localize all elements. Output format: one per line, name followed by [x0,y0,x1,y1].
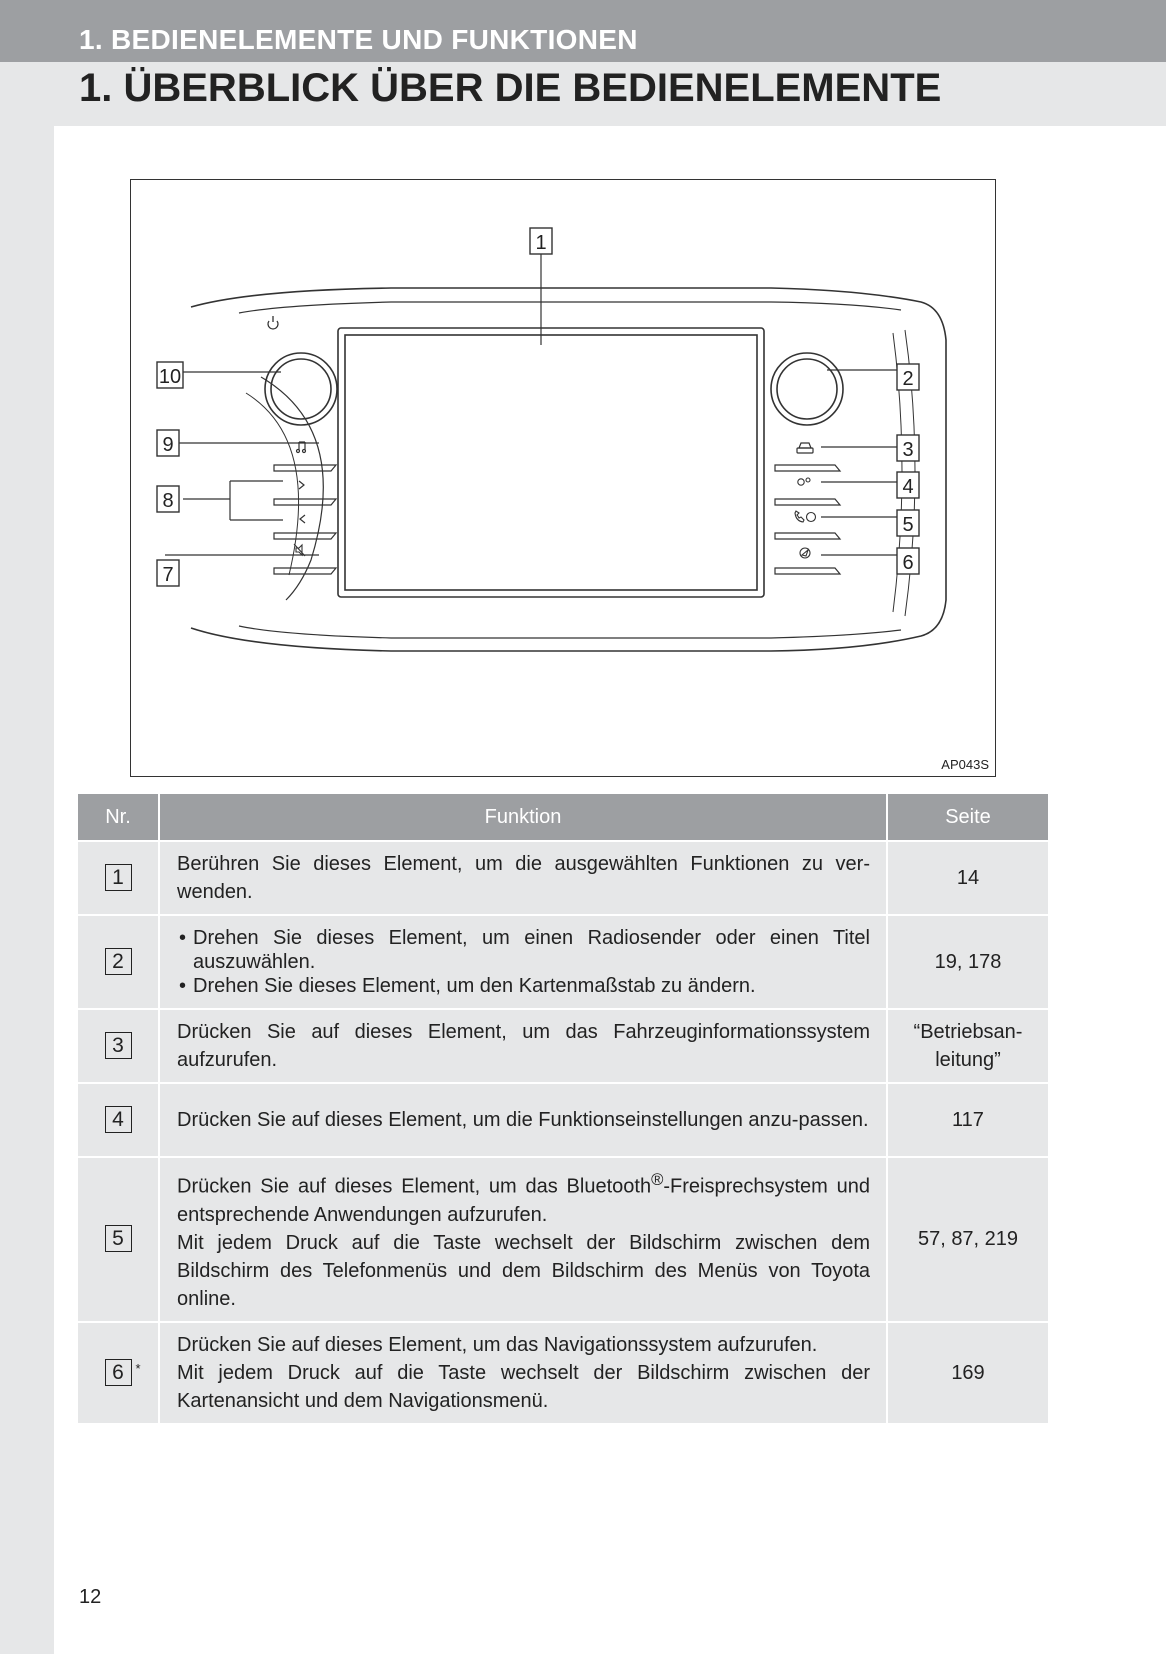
table-row [78,1158,1048,1321]
row-page: 117 [886,1084,1048,1156]
callout-4: 4 [902,476,914,498]
button-navigation [775,568,840,574]
callout-8: 8 [162,490,174,512]
mute-icon [294,544,305,556]
row-page: “Betriebsan-leitung” [886,1010,1048,1082]
page-heading: 1. ÜBERBLICK ÜBER DIE BEDIENELEMENTE [79,66,942,110]
row-page: 169 [886,1323,1048,1423]
row-number: 3 [105,1032,132,1059]
text-part: Mit jedem Druck auf die Taste wechselt der Bildschirm zwischen der Kartenansicht und dem Navigationsmenü. [177,1361,870,1412]
header-funktion: Funktion [158,794,886,840]
callout-10: 10 [158,366,182,388]
row-page: 57, 87, 219 [886,1158,1048,1321]
text-part: Drücken Sie auf dieses Element, um das Bluetooth [177,1175,652,1198]
page-number: 12 [79,1586,102,1608]
row-function [158,916,886,1008]
callout-1: 1 [535,232,547,254]
bullet-item: • Drehen Sie dieses Element, um einen Radiosender oder einen Titel auszuwählen. [177,926,870,974]
row-number: 1 [105,864,132,891]
chevron-right-icon [299,481,304,489]
text-part: Mit jedem Druck auf die Taste wechselt der Bildschirm zwischen dem Bildschirm des Telefonmenüs und dem Bildschirm des Menüs von Toyota online. [177,1231,870,1310]
row-number: 4 [105,1106,132,1133]
navigation-icon [800,548,810,558]
header-nr: Nr. [78,794,158,840]
table-row [78,1323,1048,1423]
text-part: -Freisprechsystem und entsprechende Anwendungen aufzurufen. [177,1175,871,1226]
gear-icon [798,478,810,485]
callout-6: 6 [902,552,914,574]
row-number: 2 [105,948,132,975]
button-car [775,465,840,471]
row-page: 14 [886,842,1048,914]
button-seek-up [274,499,336,505]
chevron-left-icon [300,515,305,523]
row-function: Drücken Sie auf dieses Element, um das Fahrzeuginformationssystem aufzurufen. [158,1010,886,1082]
row-function: Berühren Sie dieses Element, um die ausgewählten Funktionen zu ver-wenden. [158,842,886,914]
header-seite: Seite [886,794,1048,840]
tune-scroll-knob [771,353,843,425]
head-unit-figure [130,179,996,777]
callout-3: 3 [902,439,914,461]
button-setup [775,499,840,505]
callout-7: 7 [162,564,174,586]
row-page: 19, 178 [886,916,1048,1008]
callout-9: 9 [162,434,174,456]
function-table [78,792,1048,1425]
button-audio [274,465,336,471]
button-phone [775,533,840,539]
figure-code: AP043S [941,757,989,772]
bullet-item: • Drehen Sie dieses Element, um den Kartenmaßstab zu ändern. [177,974,870,998]
row-function [158,1158,886,1321]
table-row [78,1010,1048,1082]
table-row [78,916,1048,1008]
phone-globe-icon [795,511,816,522]
asterisk-note: * [135,1360,141,1376]
text-part: Drücken Sie auf dieses Element, um das Navigationssystem aufzurufen. [177,1333,818,1356]
row-function [158,1323,886,1423]
car-icon [797,443,813,453]
table-row [78,842,1048,914]
table-row [78,1084,1048,1156]
callout-2: 2 [902,368,914,390]
touch-screen [338,328,764,597]
button-seek-down [274,533,336,539]
section-title: 1. BEDIENELEMENTE UND FUNKTIONEN [79,24,638,55]
row-number: 6 [105,1359,132,1386]
row-number: 5 [105,1225,132,1252]
registered-mark: ® [651,1170,664,1189]
page-side-strip [0,0,54,1654]
power-volume-knob [265,353,337,425]
row-function: Drücken Sie auf dieses Element, um die Funktionseinstellungen anzu-passen. [158,1084,886,1156]
callout-5: 5 [902,514,914,536]
